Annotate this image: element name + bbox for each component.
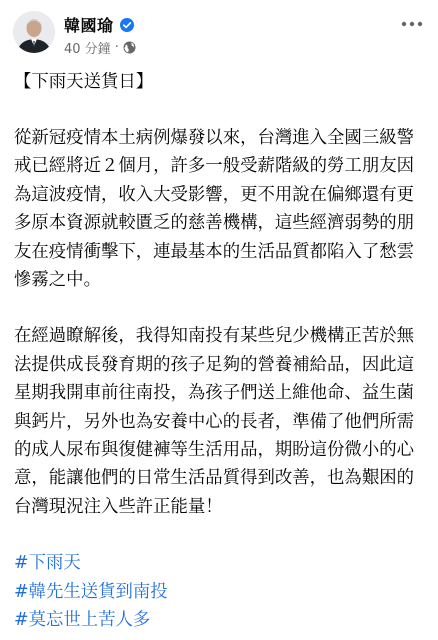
hashtag-link[interactable]: #韓先生送貨到南投 xyxy=(14,581,168,602)
verified-badge-icon xyxy=(120,17,134,31)
author-avatar[interactable] xyxy=(13,11,55,53)
post-title: 【下雨天送貨日】 xyxy=(14,72,154,92)
post-timestamp[interactable]: 40 分鐘 xyxy=(64,41,111,57)
post-paragraph-1: 從新冠疫情本土病例爆發以來，台灣進入全國三級警戒已經將近２個月，許多一般受薪階級的勞工朋友因為這波疫情，收入大受影響，更不用說在偏鄉還有更多原本資源就較匱乏的慈善機構，這些經濟弱勢的朋友在疫情衝擊下，連最基本的生活品質都陷入了愁雲慘霧之中。 xyxy=(14,128,414,291)
post-paragraph-2: 在經過瞭解後，我得知南投有某些兒少機構正苦於無法提供成長發育期的孩子足夠的營養補給品，因此這星期我開車前往南投，為孩子們送上維他命、益生菌與鈣片，另外也為安養中心的長者，準備了他們所需的成人尿布與復健褲等生活用品，期盼這份微小的心意，能讓他們的日常生活品質得到改善，也為艱困的台灣現況注入些許正能量！ xyxy=(14,326,414,517)
globe-icon[interactable] xyxy=(123,41,136,54)
meta-separator: · xyxy=(114,39,119,55)
post-body xyxy=(14,68,426,634)
hashtag-link[interactable]: #下雨天 xyxy=(14,553,81,574)
author-line xyxy=(64,13,134,35)
post-meta xyxy=(64,38,136,56)
hashtag-list xyxy=(14,549,426,634)
author-name[interactable]: 韓國瑜 xyxy=(64,15,114,35)
post-header xyxy=(0,0,438,66)
hashtag-link[interactable]: #莫忘世上苦人多 xyxy=(14,610,151,631)
more-options-icon[interactable] xyxy=(398,14,426,34)
